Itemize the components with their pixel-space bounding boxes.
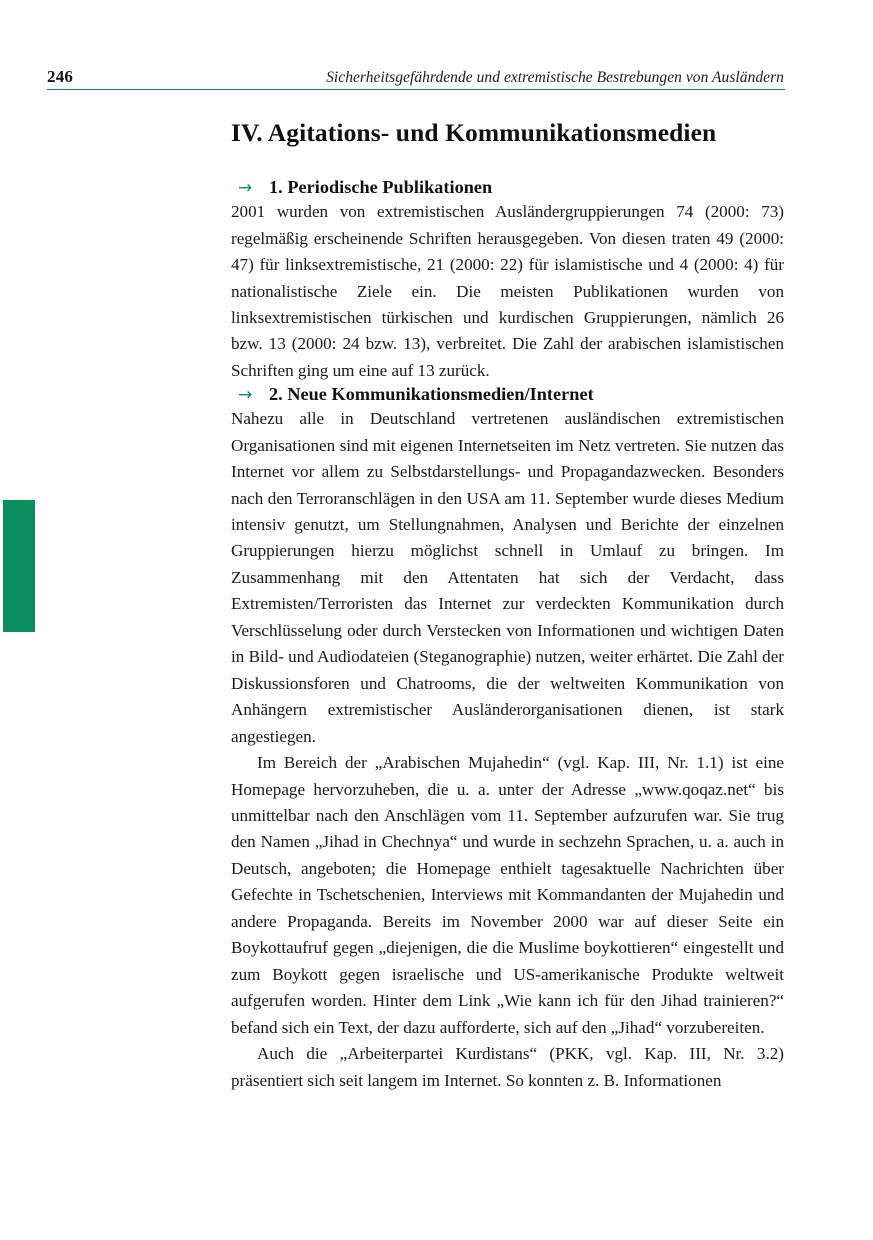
page-number: 246: [47, 67, 74, 86]
arrow-right-icon: →: [238, 178, 253, 199]
section-heading-1-label: 1. Periodische Publikationen: [269, 177, 493, 198]
paragraph-2-3: Auch die „Arbeiterpartei Kurdistans“ (PKK, vgl. Kap. III, Nr. 3.2) präsentiert sich seit langem im Internet. So konnten z. B. Informationen: [231, 1044, 784, 1090]
section-heading-1: [231, 177, 784, 199]
paragraph-1-1: 2001 wurden von extremistischen Ausländergruppierungen 74 (2000: 73) regelmäßig erscheinende Schriften herausgegeben. Von diesen traten 49 (2000: 47) für linksextremistische, 21 (2000: 22) für islamistische und 4 (2000: 4) für nationalistische Ziele ein. Die meisten Publikationen wurden von linksextremistischen türkischen und kurdischen Gruppierungen, nämlich 26 bzw. 13 (2000: 24 bzw. 13), verbreitet. Die Zahl der arabischen islamistischen Schriften ging um eine auf 13 zurück.: [231, 202, 784, 380]
page-header: [47, 60, 785, 90]
section-heading-2: [231, 384, 784, 406]
chapter-thumb-tab: [3, 500, 35, 632]
section-heading-2-label: 2. Neue Kommunikationsmedien/Internet: [269, 384, 594, 405]
paragraph-2-1: Nahezu alle in Deutschland vertretenen ausländischen extremistischen Organisationen sind mit eigenen Internetseiten im Netz vertreten. Sie nutzen das Internet vor allem zu Selbstdarstellungs- und Propagandazwecken. Besonders nach den Terroranschlägen in den USA am 11. September wurde dieses Medium intensiv genutzt, um Stellungnahmen, Analysen und Berichte der einzelnen Gruppierungen hierzu möglichst schnell in Umlauf zu bringen. Im Zusammenhang mit den Attentaten hat sich der Verdacht, dass Extremisten/Terroristen das Internet zur verdeckten Kommunikation durch Verschlüsselung oder durch Verstecken von Informationen und wichtigen Daten in Bild- und Audiodateien (Steganographie) nutzen, weiter erhärtet. Die Zahl der Diskussionsforen und Chatrooms, die der weltweiten Kommunikation von Anhängern extremistischer Ausländerorganisationen dienen, ist stark angestiegen.: [231, 409, 784, 746]
paragraph-2-2: Im Bereich der „Arabischen Mujahedin“ (vgl. Kap. III, Nr. 1.1) ist eine Homepage hervorzuheben, die u. a. unter der Adresse „www.qoqaz.net“ bis unmittelbar nach den Anschlägen vom 11. September aufzurufen war. Sie trug den Namen „Jihad in Chechnya“ und wurde in sechzehn Sprachen, u. a. auch in Deutsch, angeboten; die Homepage enthielt tagesaktuelle Nachrichten über Gefechte in Tschetschenien, Interviews mit Kommandanten der Mujahedin und andere Propaganda. Bereits im November 2000 war auf dieser Seite ein Boykottaufruf gegen „diejenigen, die die Muslime boykottieren“ eingestellt und zum Boykott gegen israelische und US-amerikanische Produkte weltweit aufgerufen worden. Hinter dem Link „Wie kann ich für den Jihad trainieren?“ befand sich ein Text, der dazu aufforderte, sich auf den „Jihad“ vorzubereiten.: [231, 753, 784, 1037]
arrow-right-icon: →: [238, 385, 253, 406]
page-title: IV. Agitations- und Kommunikationsmedien: [231, 118, 717, 147]
page-content: [231, 118, 784, 1094]
running-title: Sicherheitsgefährdende und extremistische Bestrebungen von Ausländern: [326, 68, 784, 86]
